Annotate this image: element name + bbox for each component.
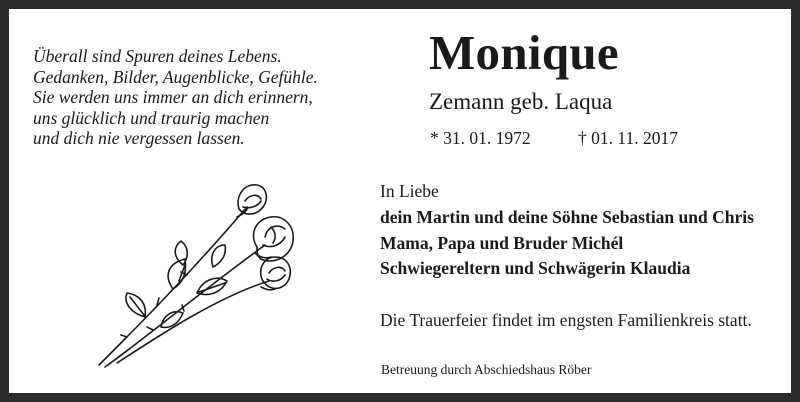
mourner-line: dein Martin und deine Söhne Sebastian und Chris bbox=[380, 207, 754, 227]
rose-drawing-icon bbox=[87, 177, 307, 377]
care-note: Betreuung durch Abschiedshaus Röber bbox=[381, 362, 592, 377]
mourner-line: Mama, Papa und Bruder Michél bbox=[380, 232, 624, 253]
poem-line: Sie werden uns immer an dich erinnern, bbox=[33, 87, 313, 107]
funeral-note: Die Trauerfeier findet im engsten Familienkreis statt. bbox=[380, 310, 752, 330]
birth-date: * 31. 01. 1972 bbox=[430, 128, 531, 148]
poem-line: Überall sind Spuren deines Lebens. bbox=[33, 46, 282, 66]
poem-line: uns glücklich und traurig machen bbox=[33, 107, 270, 128]
death-date: † 01. 11. 2017 bbox=[578, 128, 678, 148]
life-dates bbox=[430, 127, 678, 149]
poem-line: Gedanken, Bilder, Augenblicke, Gefühle. bbox=[33, 66, 318, 87]
deceased-maiden-name: Zemann geb. Laqua bbox=[429, 89, 613, 114]
poem bbox=[33, 46, 393, 149]
deceased-name: Monique bbox=[429, 25, 619, 80]
poem-line: und dich nie vergessen lassen. bbox=[33, 128, 245, 148]
mourner-line: Schwiegereltern und Schwägerin Klaudia bbox=[380, 258, 691, 278]
mourners-intro: In Liebe bbox=[380, 181, 439, 201]
mourners-list bbox=[380, 205, 754, 282]
